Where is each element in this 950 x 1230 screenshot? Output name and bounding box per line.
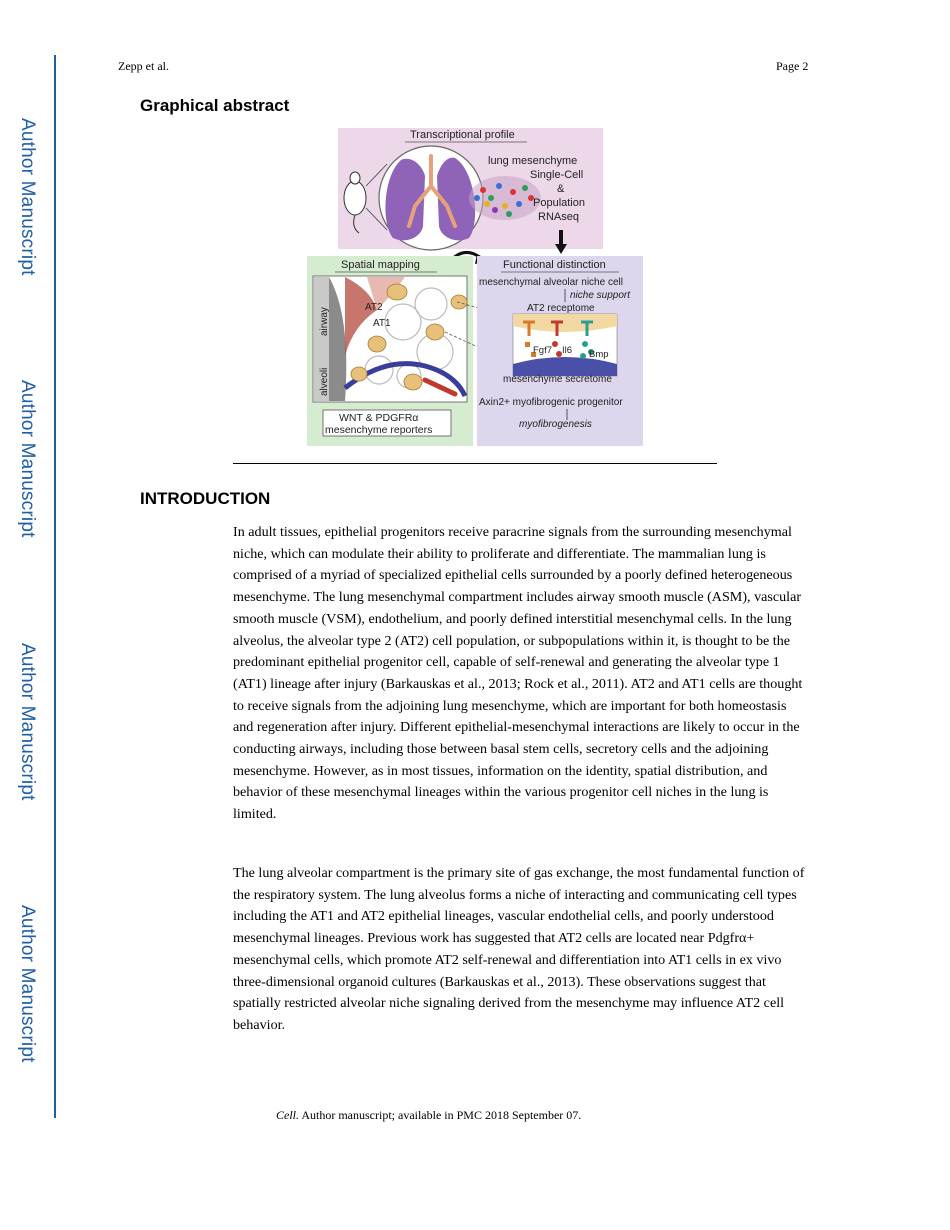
rnaseq-label: RNAseq <box>538 211 579 223</box>
bmp-label: Bmp <box>589 349 609 360</box>
il6-label: Il6 <box>562 345 573 356</box>
intro-paragraph-2: The lung alveolar compartment is the primary site of gas exchange, the most fundamental function of the respiratory system. The lung alveolus forms a niche of interacting and communicating cell types including the AT1 and AT2 epithelial lineages, vascular endothelial cells, and poorly understood mesenchymal lineages. Previous work has suggested that AT2 cells are located near Pdgfrα+ mesenchymal cells, which promote AT2 self-renewal and differentiation into AT1 cells in ex vivo three-dimensional organoid cultures (Barkauskas et al., 2013). These observations suggest that spatially restricted alveolar niche signaling derived from the mesenchyme may influence AT2 cell behavior. <box>233 865 805 1033</box>
transcriptional-profile-label: Transcriptional profile <box>410 129 515 141</box>
at2-label: AT2 <box>365 302 383 313</box>
single-cell-label: Single-Cell <box>530 169 584 181</box>
reporters-line-2: mesenchyme reporters <box>325 424 433 436</box>
ampersand-label: & <box>557 183 565 195</box>
graphical-abstract-figure <box>305 126 645 448</box>
introduction-heading: INTRODUCTION <box>140 489 271 508</box>
reporters-line-1: WNT & PDGFRα <box>339 412 419 424</box>
single-cell-cloud-icon <box>469 176 541 220</box>
section-divider <box>233 463 717 464</box>
lung-mesenchyme-label: lung mesenchyme <box>488 155 578 167</box>
intro-paragraph-1: In adult tissues, epithelial progenitors receive paracrine signals from the surrounding mesenchymal niche, which can modulate their ability to proliferate and differentiate. The mammalian lung is comprised of a myriad of specialized epithelial cells surrounded by a poorly defined heterogeneous mesenchyme. The lung mesenchymal compartment includes airway smooth muscle (ASM), vascular smooth muscle (VSM), endothelium, and poorly defined interstitial mesenchymal cells. In the lung alveolus, the alveolar type 2 (AT2) cell population, or subpopulations within it, is thought to be the predominant epithelial progenitor cell, capable of self-renewal and generating the alveolar type 1 (AT1) lineage after injury (Barkauskas et al., 2013; Rock et al., 2011). AT2 and AT1 cells are thought to receive signals from the adjoining lung mesenchyme, which are important for both homeostasis and regeneration after injury. Different epithelial-mesenchymal interactions are likely to occur in the conducting airways, including those between basal stem cells, secretory cells and the adjoining mesenchyme. However, as in most tissues, information on the identity, spatial distribution, and behavior of these mesenchymal lineages within the various progenitor cell niches in the lung is limited. <box>233 524 803 823</box>
citation-footer <box>276 1108 581 1123</box>
axin2-label: Axin2+ myofibrogenic progenitor <box>479 397 623 408</box>
myofibrogenesis-label: myofibrogenesis <box>519 419 592 430</box>
functional-distinction-label: Functional distinction <box>503 259 606 271</box>
journal-name: Cell. <box>276 1108 299 1122</box>
alveoli-label: alveoli <box>319 367 330 396</box>
niche-support-label: niche support <box>570 290 631 301</box>
running-head-authors: Zepp et al. <box>118 59 169 73</box>
at1-label: AT1 <box>373 318 391 329</box>
population-label: Population <box>533 197 585 209</box>
spatial-mapping-label: Spatial mapping <box>341 259 420 271</box>
niche-cell-label: mesenchymal alveolar niche cell <box>479 277 623 288</box>
airway-label: airway <box>319 307 330 336</box>
secretome-label: mesenchyme secretome <box>503 374 612 385</box>
fgf7-label: Fgf7 <box>533 345 553 356</box>
side-rule <box>54 55 56 1118</box>
availability-note: Author manuscript; available in PMC 2018 September 07. <box>299 1108 582 1122</box>
graphical-abstract-heading: Graphical abstract <box>140 96 290 115</box>
page-number: Page 2 <box>776 59 809 73</box>
receptome-label: AT2 receptome <box>527 303 595 314</box>
